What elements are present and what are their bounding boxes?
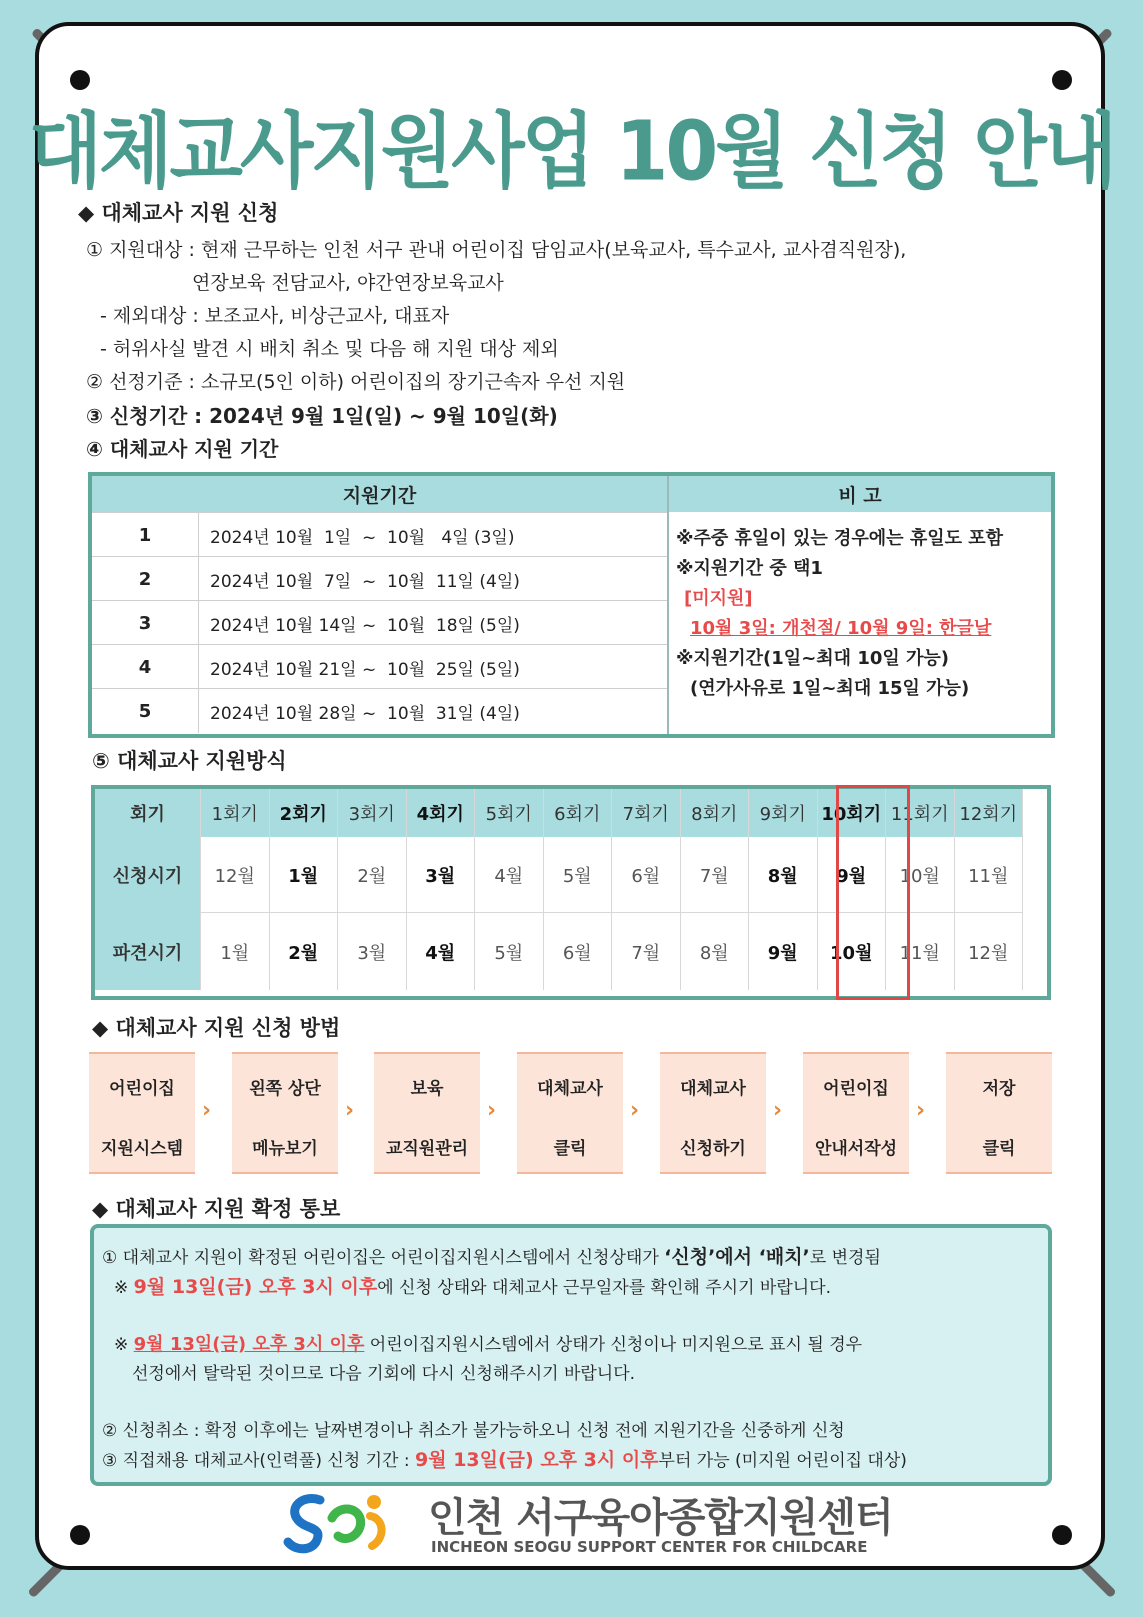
- step-box: [232, 1052, 338, 1174]
- header-note: 비 고: [669, 476, 1051, 512]
- step-label-bottom: 메뉴보기: [252, 1139, 318, 1159]
- note-holiday: ※주중 휴일이 있는 경우에는 휴일도 포함: [676, 528, 1004, 549]
- dispatch-month: 9월: [749, 913, 818, 990]
- step-label-top: 어린이집: [823, 1079, 889, 1099]
- table-row: [92, 600, 667, 645]
- step-box: [660, 1052, 766, 1174]
- apply-month: 9월: [818, 837, 887, 913]
- step-box: [89, 1052, 195, 1174]
- round-header: 12회기: [955, 789, 1024, 837]
- confirm-date-text: 9월 13일(금) 오후 3시 이후: [133, 1334, 365, 1355]
- dispatch-month: 12월: [955, 913, 1024, 990]
- section-heading-notice: ◆ 대체교사 지원 확정 통보: [92, 1197, 341, 1221]
- row-label-round: 회기: [95, 789, 201, 837]
- apply-month: 12월: [201, 837, 270, 913]
- table-row: [92, 644, 667, 689]
- dispatch-month: 4월: [407, 913, 476, 990]
- round-header: 9회기: [749, 789, 818, 837]
- table-row: [92, 512, 667, 557]
- note-choose-one: ※지원기간 중 택1: [676, 558, 823, 579]
- pin-icon: [1052, 1525, 1072, 1545]
- current-round-highlight: [836, 785, 910, 1000]
- row-period: 2024년 10월 1일 ~ 10월 4일 (3일): [210, 527, 515, 548]
- notice-line-5: ② 신청취소 : 확정 이후에는 날짜변경이나 취소가 불가능하오니 신청 전에 지원기간을 신중하게 신청: [102, 1421, 845, 1441]
- pool-date-text: 9월 13일(금) 오후 3시 이후: [415, 1449, 659, 1471]
- row-number: 2: [92, 557, 199, 601]
- step-label-bottom: 신청하기: [680, 1139, 746, 1159]
- notice-line-6-text: ③ 직접채용 대체교사(인력풀) 신청 기간 :: [102, 1451, 415, 1471]
- row-period: 2024년 10월 28일 ~ 10월 31일 (4일): [210, 703, 520, 724]
- row-label-dispatch: 파견시기: [95, 913, 201, 990]
- notice-line-4: 선정에서 탈락된 것이므로 다음 기회에 다시 신청해주시기 바랍니다.: [132, 1364, 636, 1384]
- apply-month: 8월: [749, 837, 818, 913]
- notice-line-1-end: 로 변경됨: [809, 1248, 881, 1268]
- round-header: 7회기: [612, 789, 681, 837]
- apply-period-line: ③ 신청기간 : 2024년 9월 1일(일) ~ 9월 10일(화): [86, 404, 558, 428]
- section-heading-apply: ◆ 대체교사 지원 신청: [78, 201, 279, 225]
- false-fact-line: - 허위사실 발견 시 배치 취소 및 다음 해 지원 대상 제외: [100, 338, 559, 360]
- step-box: [946, 1052, 1052, 1174]
- chevron-right-icon: ›: [487, 1098, 497, 1123]
- notes-block: [676, 524, 1046, 704]
- round-header: 2회기: [270, 789, 339, 837]
- notice-line-2: [114, 1272, 831, 1299]
- row-period: 2024년 10월 21일 ~ 10월 25일 (5일): [210, 659, 520, 680]
- note-holidays-list: 10월 3일: 개천절/ 10월 9일: 한글날: [690, 618, 992, 639]
- step-box: [374, 1052, 480, 1174]
- round-header: 8회기: [681, 789, 750, 837]
- apply-month: 6월: [612, 837, 681, 913]
- seogu-childcare-logo-icon: [282, 1488, 402, 1558]
- round-header: 10회기: [818, 789, 887, 837]
- step-label-top: 왼쪽 상단: [249, 1079, 321, 1099]
- note-max-days: ※지원기간(1일~최대 10일 가능): [676, 648, 950, 669]
- row-label-apply: 신청시기: [95, 837, 201, 913]
- step-label-top: 어린이집: [109, 1079, 175, 1099]
- chevron-right-icon: ›: [345, 1098, 355, 1123]
- row-period: 2024년 10월 14일 ~ 10월 18일 (5일): [210, 615, 520, 636]
- target-line-1: ① 지원대상 : 현재 근무하는 인천 서구 관내 어린이집 담임교사(보육교사, 특수교사, 교사겸직원장),: [86, 239, 907, 261]
- column-divider: [667, 476, 669, 734]
- dispatch-month: 5월: [475, 913, 544, 990]
- chevron-right-icon: ›: [916, 1098, 926, 1123]
- support-period-heading: ④ 대체교사 지원 기간: [86, 437, 279, 461]
- round-header: 11회기: [886, 789, 955, 837]
- notice-line-3: [114, 1330, 862, 1356]
- dispatch-month: 8월: [681, 913, 750, 990]
- round-header: 1회기: [201, 789, 270, 837]
- row-number: 1: [92, 513, 199, 557]
- apply-month: 5월: [544, 837, 613, 913]
- round-header: 6회기: [544, 789, 613, 837]
- status-change-text: ‘신청’에서 ‘배치’: [664, 1246, 810, 1268]
- table-row: [92, 688, 667, 733]
- step-label-bottom: 클릭: [553, 1139, 587, 1159]
- notice-line-2-text: 에 신청 상태와 대체교사 근무일자를 확인해 주시기 바랍니다.: [377, 1278, 831, 1298]
- apply-month: 7월: [681, 837, 750, 913]
- notice-line-1: [102, 1242, 881, 1269]
- criteria-line: ② 선정기준 : 소규모(5인 이하) 어린이집의 장기근속자 우선 지원: [86, 371, 626, 393]
- section-heading-method: ⑤ 대체교사 지원방식: [92, 749, 287, 773]
- notice-line-1-text: ① 대체교사 지원이 확정된 어린이집은 어린이집지원시스템에서 신청상태가: [102, 1248, 665, 1268]
- notice-box: [90, 1224, 1052, 1486]
- section-heading-how: ◆ 대체교사 지원 신청 방법: [92, 1016, 341, 1040]
- note-not-supported: [미지원]: [684, 588, 753, 609]
- round-header: 4회기: [407, 789, 476, 837]
- dispatch-month: 10월: [818, 913, 887, 990]
- apply-month: 11월: [955, 837, 1024, 913]
- step-label-bottom: 안내서작성: [814, 1139, 898, 1159]
- excluded-line: - 제외대상 : 보조교사, 비상근교사, 대표자: [100, 305, 450, 327]
- row-period: 2024년 10월 7일 ~ 10월 11일 (4일): [210, 571, 520, 592]
- chevron-right-icon: ›: [202, 1098, 212, 1123]
- confirm-date-text: 9월 13일(금) 오후 3시 이후: [133, 1276, 378, 1298]
- step-box: [803, 1052, 909, 1174]
- row-number: 5: [92, 689, 199, 733]
- notice-line-2-mark: ※: [114, 1278, 134, 1298]
- apply-month: 3월: [407, 837, 476, 913]
- chevron-right-icon: ›: [773, 1098, 783, 1123]
- apply-month: 10월: [886, 837, 955, 913]
- step-label-top: 보육: [410, 1079, 444, 1099]
- row-number: 3: [92, 601, 199, 645]
- target-line-2: 연장보육 전담교사, 야간연장보육교사: [192, 272, 504, 294]
- step-box: [517, 1052, 623, 1174]
- dispatch-month: 1월: [201, 913, 270, 990]
- step-label-bottom: 클릭: [982, 1139, 1016, 1159]
- note-annual-leave: (연가사유로 1일~최대 15일 가능): [690, 678, 970, 699]
- dispatch-month: 7월: [612, 913, 681, 990]
- apply-month: 4월: [475, 837, 544, 913]
- dispatch-month: 11월: [886, 913, 955, 990]
- dispatch-month: 3월: [338, 913, 407, 990]
- round-header: 5회기: [475, 789, 544, 837]
- step-label-top: 대체교사: [537, 1079, 603, 1099]
- step-label-bottom: 지원시스템: [100, 1139, 184, 1159]
- notice-line-3-mark: ※: [114, 1335, 134, 1355]
- apply-month: 1월: [270, 837, 339, 913]
- table-row: [92, 556, 667, 601]
- step-label-bottom: 교직원관리: [385, 1139, 469, 1159]
- dispatch-month: 2월: [270, 913, 339, 990]
- org-name-korean: 인천 서구육아종합지원센터: [428, 1495, 893, 1541]
- notice-line-6: [102, 1445, 907, 1472]
- pin-icon: [70, 1525, 90, 1545]
- org-name-english: INCHEON SEOGU SUPPORT CENTER FOR CHILDCARE: [431, 1538, 868, 1556]
- notice-line-6-end: 부터 가능 (미지원 어린이집 대상): [658, 1451, 907, 1471]
- period-table: [88, 472, 1055, 738]
- row-number: 4: [92, 645, 199, 689]
- step-label-top: 저장: [982, 1079, 1016, 1099]
- dispatch-month: 6월: [544, 913, 613, 990]
- header-period: 지원기간: [92, 476, 667, 512]
- page-title: 대체교사지원사업 10월 신청 안내: [28, 102, 1115, 200]
- step-label-top: 대체교사: [680, 1079, 746, 1099]
- round-header: 3회기: [338, 789, 407, 837]
- notice-line-3-text: 어린이집지원시스템에서 상태가 신청이나 미지원으로 표시 될 경우: [364, 1335, 863, 1355]
- apply-month: 2월: [338, 837, 407, 913]
- chevron-right-icon: ›: [630, 1098, 640, 1123]
